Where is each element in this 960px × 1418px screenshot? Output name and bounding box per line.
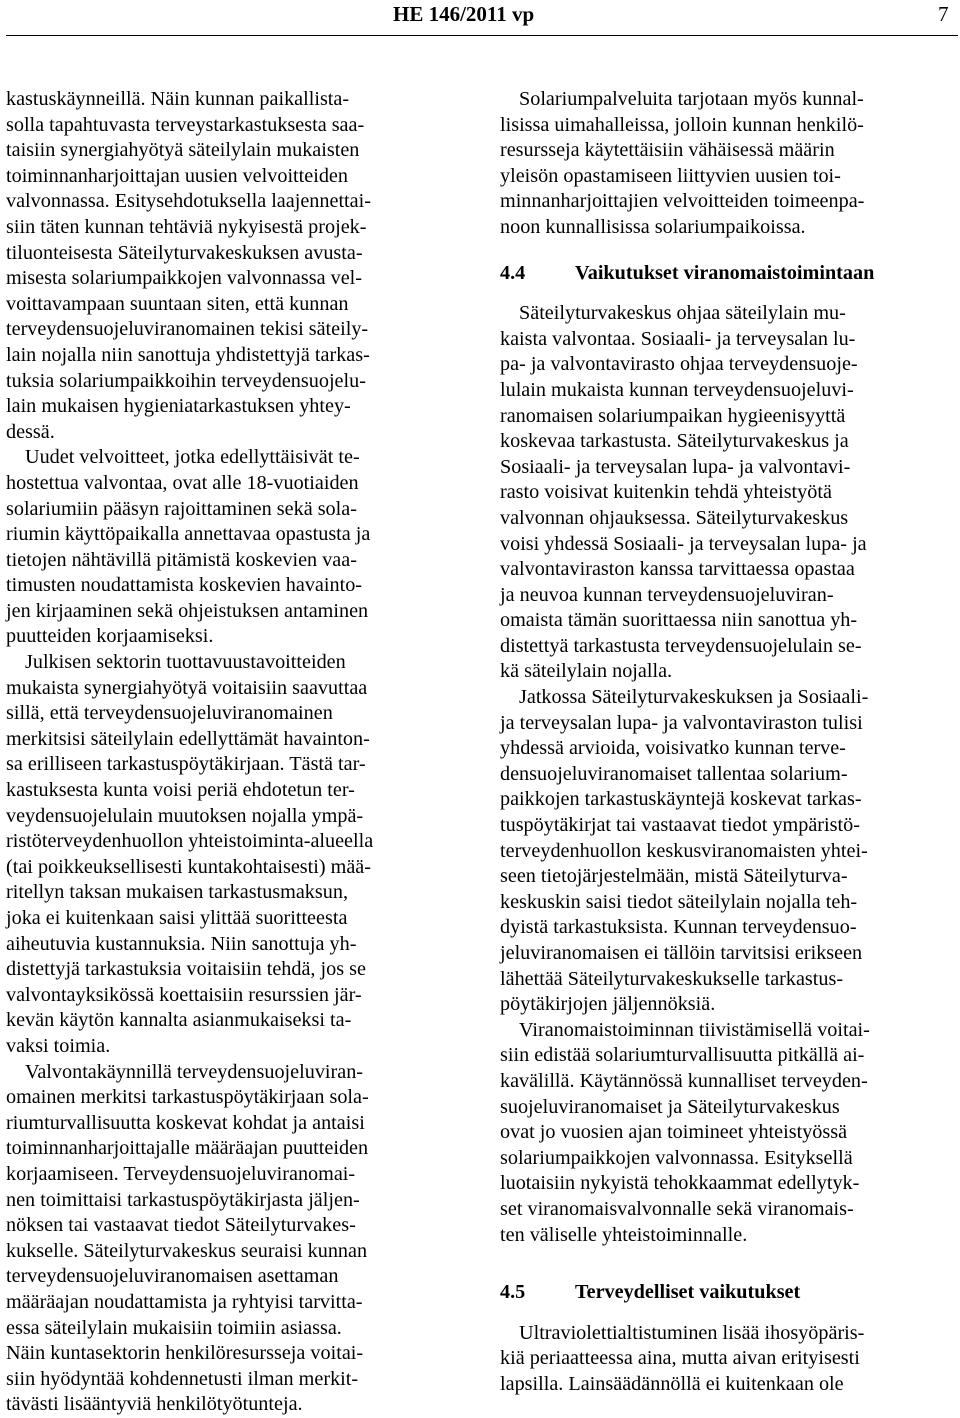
section-heading	[500, 261, 958, 287]
section-title: Vaikutukset viranomaistoimintaan	[575, 261, 875, 284]
paragraph: Säteilyturvakeskus ohjaa säteilylain mu- kaista valvontaa. Sosiaali- ja terveysalan lu- pa- ja valvontavirasto ohjaa terveydensuoje- lulain mukaista kunnan terveydensuojeluvi- ranomaisen solariumpaikan hygieenisyyttä koskevaa tarkastusta. Säteilyturvakeskus ja Sosiaali- ja terveysalan lupa- ja valvontavi- rasto voisivat kuitenkin tehdä yhteistyötä valvonnan ohjauksessa. Säteilyturvakeskus voisi yhdessä Sosiaali- ja terveysalan lupa- ja valvontaviraston kanssa tarvittaessa opastaa ja neuvoa kunnan terveydensuojeluviran- omaista tämän suorittaessa niin sanottua yh- distettyä tarkastusta terveydensuojelulain se- kä säteilylain nojalla.	[500, 302, 867, 683]
page-number: 7	[938, 2, 949, 26]
paragraph: Jatkossa Säteilyturvakeskuksen ja Sosiaali- ja terveysalan lupa- ja valvontaviraston tulisi yhdessä arvioida, voisivatko kunnan terve- densuojeluviranomaiset tallentaa solarium- paikkojen tarkastuskäyntejä koskevat tarkas- tuspöytäkirjat tai vastaavat tiedot ympäristö- terveydenhuollon keskusviranomaisten yhtei- seen tietojärjestelmään, mistä Säteilyturva- keskuskin saisi tiedot säteilylain nojalla teh- dyistä tarkastuksista. Kunnan terveydensuo- jeluviranomaisen ei tällöin tarvitsisi erikseen lähettää Säteilyturvakeskukselle tarkastus- pöytäkirjojen jäljennöksiä.	[500, 686, 869, 1016]
document-id: HE 146/2011 vp	[393, 2, 535, 26]
left-column	[6, 87, 464, 1418]
paragraph: Valvontakäynnillä terveydensuojeluviran- omainen merkitsi tarkastuspöytäkirjaan sola- riumturvallisuutta koskevat kohdat ja antaisi toiminnanharjoittajalle määräajan puutteiden korjaamiseen. Terveydensuojeluviranomai- nen toimittaisi tarkastuspöytäkirjasta jäljen- nöksen tai vastaavat tiedot Säteilyturvakes- kukselle. Säteilyturvakeskus seuraisi kunnan terveydensuojeluviranomaisen asettaman määräajan noudattamista ja ryhtyisi tarvitta- essa säteilylain mukaisiin toimiin asiassa. Näin kuntasektorin henkilöresursseja voitai- siin hyödyntää kohdennetusti ilman merkit- tävästi lisääntyviä henkilötyötunteja.	[6, 1060, 369, 1416]
section-heading	[500, 1280, 958, 1306]
section-number: 4.4	[500, 261, 526, 284]
section-title: Terveydelliset vaikutukset	[575, 1281, 801, 1304]
paragraph: Uudet velvoitteet, jotka edellyttäisivät te- hostettua valvontaa, ovat alle 18-vuotiaiden solariumiin pääsyn rajoittaminen sekä sola- riumin käyttöpaikalla annettavaa opastusta ja tietojen nähtävillä pitämistä koskevien vaa- timusten noudattamista koskevien havainto- jen kirjaaminen sekä ohjeistuksen antaminen puutteiden korjaamiseksi.	[6, 446, 371, 648]
section-number: 4.5	[500, 1281, 526, 1304]
paragraph: Viranomaistoiminnan tiivistämisellä voitai- siin edistää solariumturvallisuutta pitkällä ai- kavälillä. Käytännössä kunnalliset terveyden- suojeluviranomaiset ja Säteilyturvakeskus ovat jo vuosien ajan toimineet yhteistyössä solariumpaikkojen valvonnassa. Esityksellä luotaisiin nykyistä tehokkaammat edellytyk- set viranomaisvalvonnalle sekä viranomais- ten väliselle yhteistoiminnalle.	[500, 1018, 870, 1246]
header-divider	[6, 35, 958, 36]
paragraph: kastuskäynneillä. Näin kunnan paikallista- solla tapahtuvasta terveystarkastuksesta saa- taisiin synergiahyötyä säteilylain mukaisten toiminnanharjoittajan uusien velvoitteiden valvonnassa. Esitysehdotuksella laajennettai- siin täten kunnan tehtäviä nykyisestä projek- tiluonteisesta Säteilyturvakeskuksen avusta- misesta solariumpaikkojen valvonnassa vel- voittavampaan suuntaan siten, että kunnan terveydensuojeluviranomainen tekisi säteily- lain nojalla niin sanottuja yhdistettyjä tarkas- tuksia solariumpaikkoihin terveydensuojelu- lain mukaisen hygieniatarkastuksen yhtey- dessä.	[6, 88, 371, 443]
paragraph: Ultraviolettialtistuminen lisää ihosyöpäris- kiä periaatteessa aina, mutta aivan erityisesti lapsilla. Lainsäädännöllä ei kuitenkaan ole	[500, 1321, 865, 1395]
right-column	[500, 87, 958, 1398]
paragraph: Julkisen sektorin tuottavuustavoitteiden mukaista synergiahyötyä voitaisiin saavuttaa sillä, että terveydensuojeluviranomainen merkitsisi säteilylain edellyttämät havainton- sa erilliseen tarkastuspöytäkirjaan. Tästä tar- kastuksesta kunta voisi periä ehdotetun ter- veydensuojelulain muutoksen nojalla ympä- ristöterveydenhuollon yhteistoiminta-alueella (tai poikkeuksellisesti kuntakohtaisesti) mää- ritellyn taksan mukaisen tarkastusmaksun, joka ei kuitenkaan saisi ylittää suoritteesta aiheutuvia kustannuksia. Niin sanottuja yh- distettyjä tarkastuksia voitaisiin tehdä, jos se valvontayksikössä koettaisiin resurssien jär- kevän käytön kannalta asianmukaiseksi ta- vaksi toimia.	[6, 651, 374, 1057]
paragraph: Solariumpalveluita tarjotaan myös kunnal- lisissa uimahalleissa, jolloin kunnan henkilö- resursseja käytettäisiin vähäisessä määrin yleisön opastamiseen liittyvien uusien toi- minnanharjoittajien velvoitteiden toimeenpa- noon kunnallisissa solariumpaikoissa.	[500, 88, 865, 238]
